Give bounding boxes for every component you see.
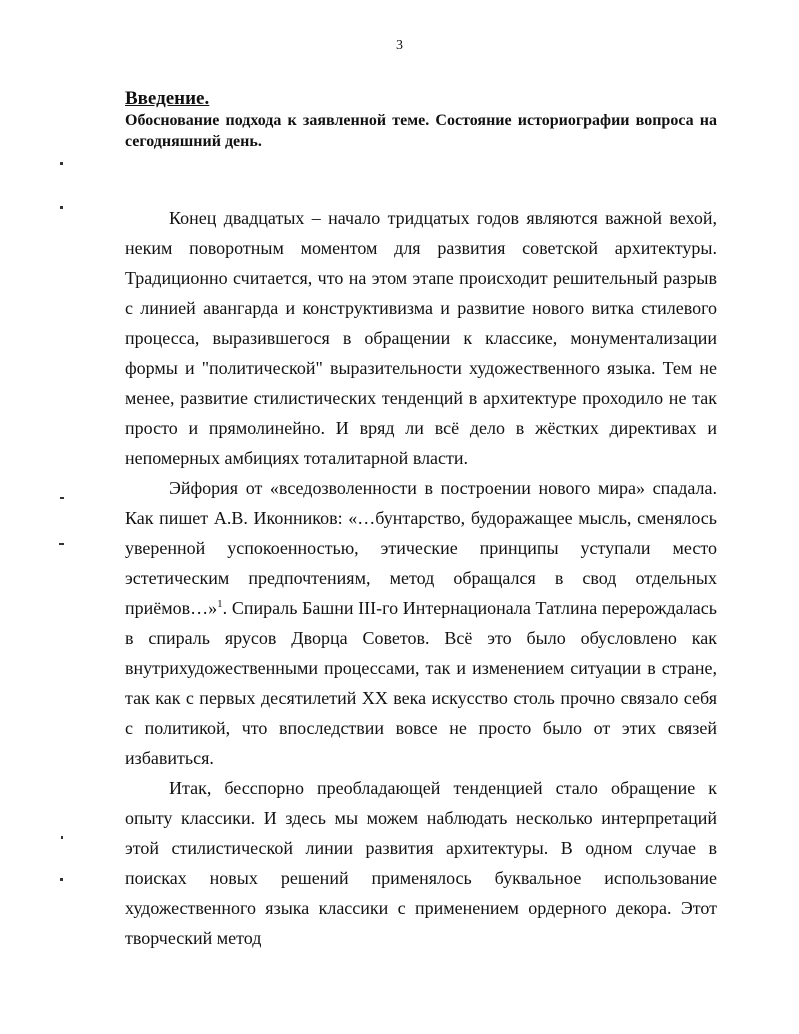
scan-artifact-mark: [60, 162, 63, 165]
scan-artifact-mark: [60, 878, 63, 881]
scan-artifact-mark: [60, 206, 63, 209]
paragraph-2-part-1: Эйфория от «вседозволенности в построении нового мира» спадала. Как пишет А.В. Иконников: «…бунтарство, будоражащее мысль, сменялось уверенной успокоенностью, этические принципы уступали место эстетическим предпочтениям, метод обращался в свод отдельных приёмов…»: [125, 478, 717, 618]
scan-artifact-mark: [60, 497, 64, 499]
paragraph-3: Итак, бесспорно преобладающей тенденцией стало обращение к опыту классики. И здесь мы можем наблюдать несколько интерпретаций этой стилистической линии развития архитектуры. В одном случае в поисках новых решений применялось буквальное использование художественного языка классики с применением ордерного декора. Этот творческий метод: [125, 778, 717, 948]
paragraph-2: [125, 473, 717, 773]
section-subtitle: Обоснование подхода к заявленной теме. Состояние историографии вопроса на сегодняшний день.: [125, 112, 717, 150]
scan-artifact-mark: [61, 836, 63, 839]
section-title: Введение.: [125, 88, 210, 109]
scan-artifact-mark: [59, 543, 64, 545]
footnote-marker: 1: [217, 598, 223, 610]
heading-block: [125, 88, 717, 152]
body-text: [125, 203, 717, 953]
paragraph-1: Конец двадцатых – начало тридцатых годов являются важной вехой, неким поворотным моментом для развития советской архитектуры. Традиционно считается, что на этом этапе происходит решительный разрыв с линией авангарда и конструктивизма и развитие нового витка стилевого процесса, выразившегося в обращении к классике, монументализации формы и "политической" выразительности художественного языка. Тем не менее, развитие стилистических тенденций в архитектуре проходило не так просто и прямолинейно. И вряд ли всё дело в жёстких директивах и непомерных амбициях тоталитарной власти.: [125, 208, 717, 468]
paragraph-2-part-2: . Спираль Башни III-го Интернационала Татлина перерождалась в спираль ярусов Дворца Советов. Всё это было обусловлено как внутрихудожественными процессами, так и изменением ситуации в стране, так как с первых десятилетий XX века искусство столь прочно связало себя с политикой, что впоследствии вовсе не просто было от этих связей избавиться.: [125, 598, 717, 768]
page-number: 3: [396, 38, 403, 53]
